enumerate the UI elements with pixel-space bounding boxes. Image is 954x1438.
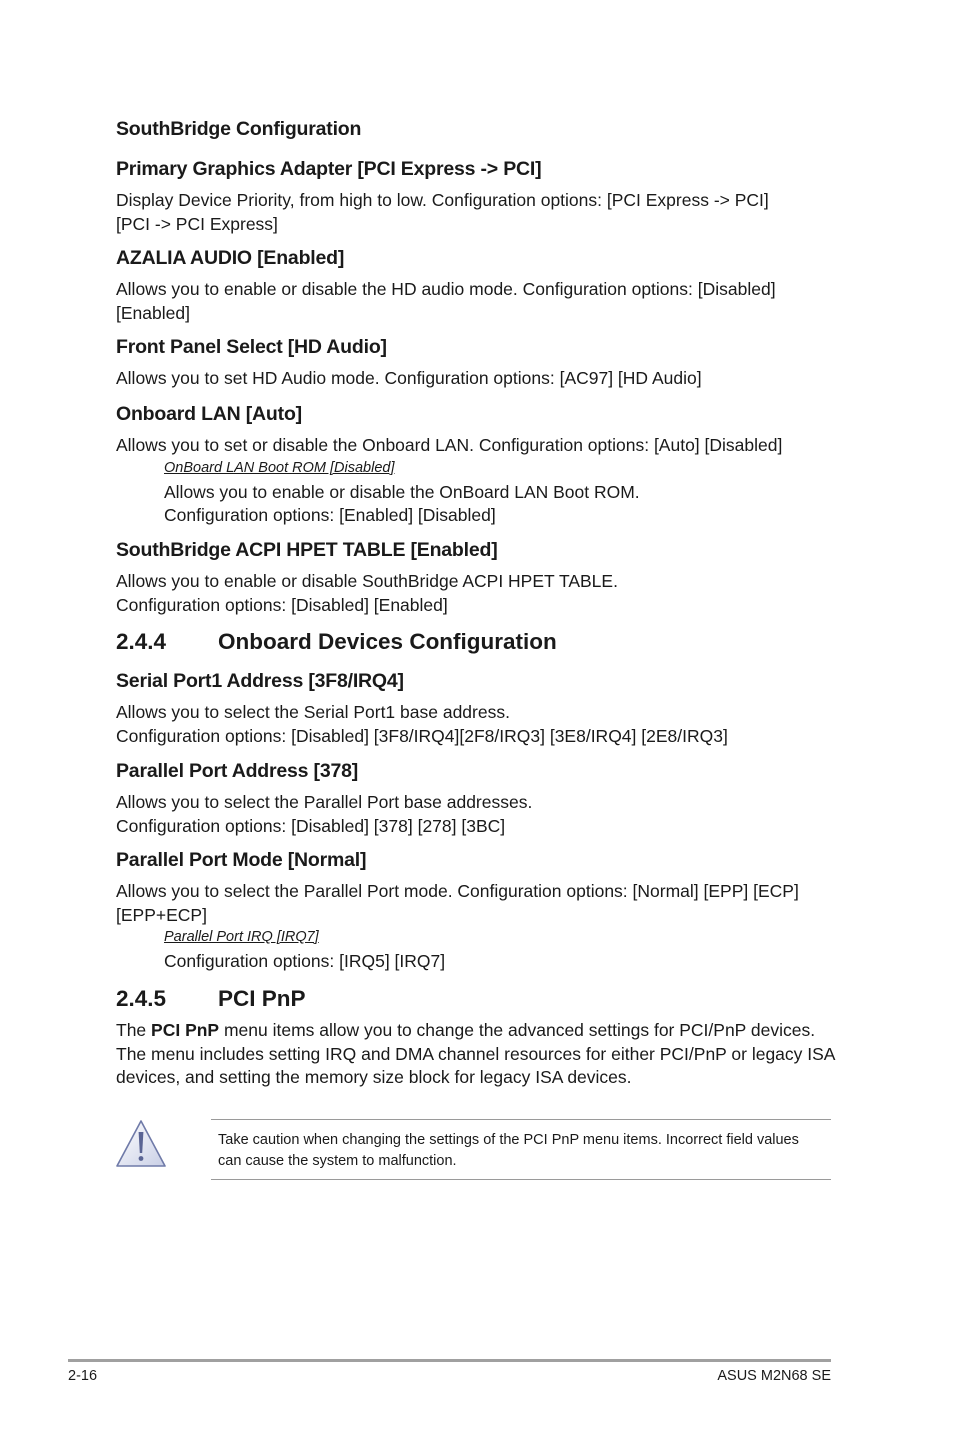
section-245-number: 2.4.5	[116, 986, 167, 1011]
hpet-desc-line-2: Configuration options: [Disabled] [Enabled]	[116, 595, 448, 615]
section-244-title: Onboard Devices Configuration	[218, 629, 557, 654]
caution-bottom-rule	[211, 1179, 831, 1180]
warning-triangle-icon	[114, 1118, 168, 1170]
serial-desc-line-2: Configuration options: [Disabled] [3F8/IRQ4][2F8/IRQ3] [3E8/IRQ4] [2E8/IRQ3]	[116, 726, 728, 746]
pga-title: Primary Graphics Adapter [PCI Express -> PCI]	[116, 158, 542, 180]
intro-post: menu items allow you to change the advanced settings for PCI/PnP devices.	[219, 1020, 816, 1040]
paddr-desc-line-2: Configuration options: [Disabled] [378] [278] [3BC]	[116, 816, 506, 836]
pcipnp-intro-line-3: devices, and setting the memory size block for legacy ISA devices.	[116, 1067, 632, 1087]
azalia-desc-line-1: Allows you to enable or disable the HD audio mode. Configuration options: [Disabled]	[116, 279, 776, 299]
pga-desc-line-2: [PCI -> PCI Express]	[116, 214, 278, 234]
intro-bold: PCI PnP	[151, 1020, 220, 1040]
hpet-title: SouthBridge ACPI HPET TABLE [Enabled]	[116, 539, 498, 561]
pmode-desc-line-2: [EPP+ECP]	[116, 905, 207, 925]
southbridge-heading: SouthBridge Configuration	[116, 118, 362, 140]
lan-boot-rom-line-2: Configuration options: [Enabled] [Disabled]	[164, 505, 496, 525]
footer-product: ASUS M2N68 SE	[717, 1368, 831, 1384]
paddr-title: Parallel Port Address [378]	[116, 760, 359, 782]
lan-desc-line-1: Allows you to set or disable the Onboard LAN. Configuration options: [Auto] [Disabled]	[116, 435, 783, 455]
lan-boot-rom-line-1: Allows you to enable or disable the OnBoard LAN Boot ROM.	[164, 482, 640, 502]
caution-top-rule	[211, 1119, 831, 1120]
fps-title: Front Panel Select [HD Audio]	[116, 336, 387, 358]
pmode-desc-line-1: Allows you to select the Parallel Port mode. Configuration options: [Normal] [EPP] [ECP]	[116, 881, 799, 901]
caution-text-line-1: Take caution when changing the settings of the PCI PnP menu items. Incorrect field values	[218, 1132, 799, 1148]
pmode-title: Parallel Port Mode [Normal]	[116, 849, 367, 871]
footer-rule	[68, 1359, 831, 1362]
parallel-irq-line-1: Configuration options: [IRQ5] [IRQ7]	[164, 951, 446, 971]
lan-title: Onboard LAN [Auto]	[116, 403, 302, 425]
azalia-title: AZALIA AUDIO [Enabled]	[116, 247, 345, 269]
section-245-title: PCI PnP	[218, 986, 306, 1011]
paddr-desc-line-1: Allows you to select the Parallel Port base addresses.	[116, 792, 533, 812]
footer-page-number: 2-16	[68, 1368, 98, 1384]
lan-boot-rom-subtitle: OnBoard LAN Boot ROM [Disabled]	[164, 460, 395, 476]
serial-desc-line-1: Allows you to select the Serial Port1 base address.	[116, 702, 510, 722]
section-244-number: 2.4.4	[116, 629, 167, 654]
pga-desc-line-1: Display Device Priority, from high to low. Configuration options: [PCI Express -> PCI]	[116, 190, 769, 210]
hpet-desc-line-1: Allows you to enable or disable SouthBridge ACPI HPET TABLE.	[116, 571, 618, 591]
pcipnp-intro-line-2: The menu includes setting IRQ and DMA channel resources for either PCI/PnP or legacy ISA	[116, 1044, 836, 1064]
pcipnp-intro-line-1	[116, 1018, 815, 1042]
azalia-desc-line-2: [Enabled]	[116, 303, 190, 323]
serial-title: Serial Port1 Address [3F8/IRQ4]	[116, 670, 404, 692]
caution-text-line-2: can cause the system to malfunction.	[218, 1153, 457, 1169]
parallel-irq-subtitle: Parallel Port IRQ [IRQ7]	[164, 929, 319, 945]
fps-desc-line-1: Allows you to set HD Audio mode. Configuration options: [AC97] [HD Audio]	[116, 368, 702, 388]
intro-pre: The	[116, 1020, 152, 1040]
